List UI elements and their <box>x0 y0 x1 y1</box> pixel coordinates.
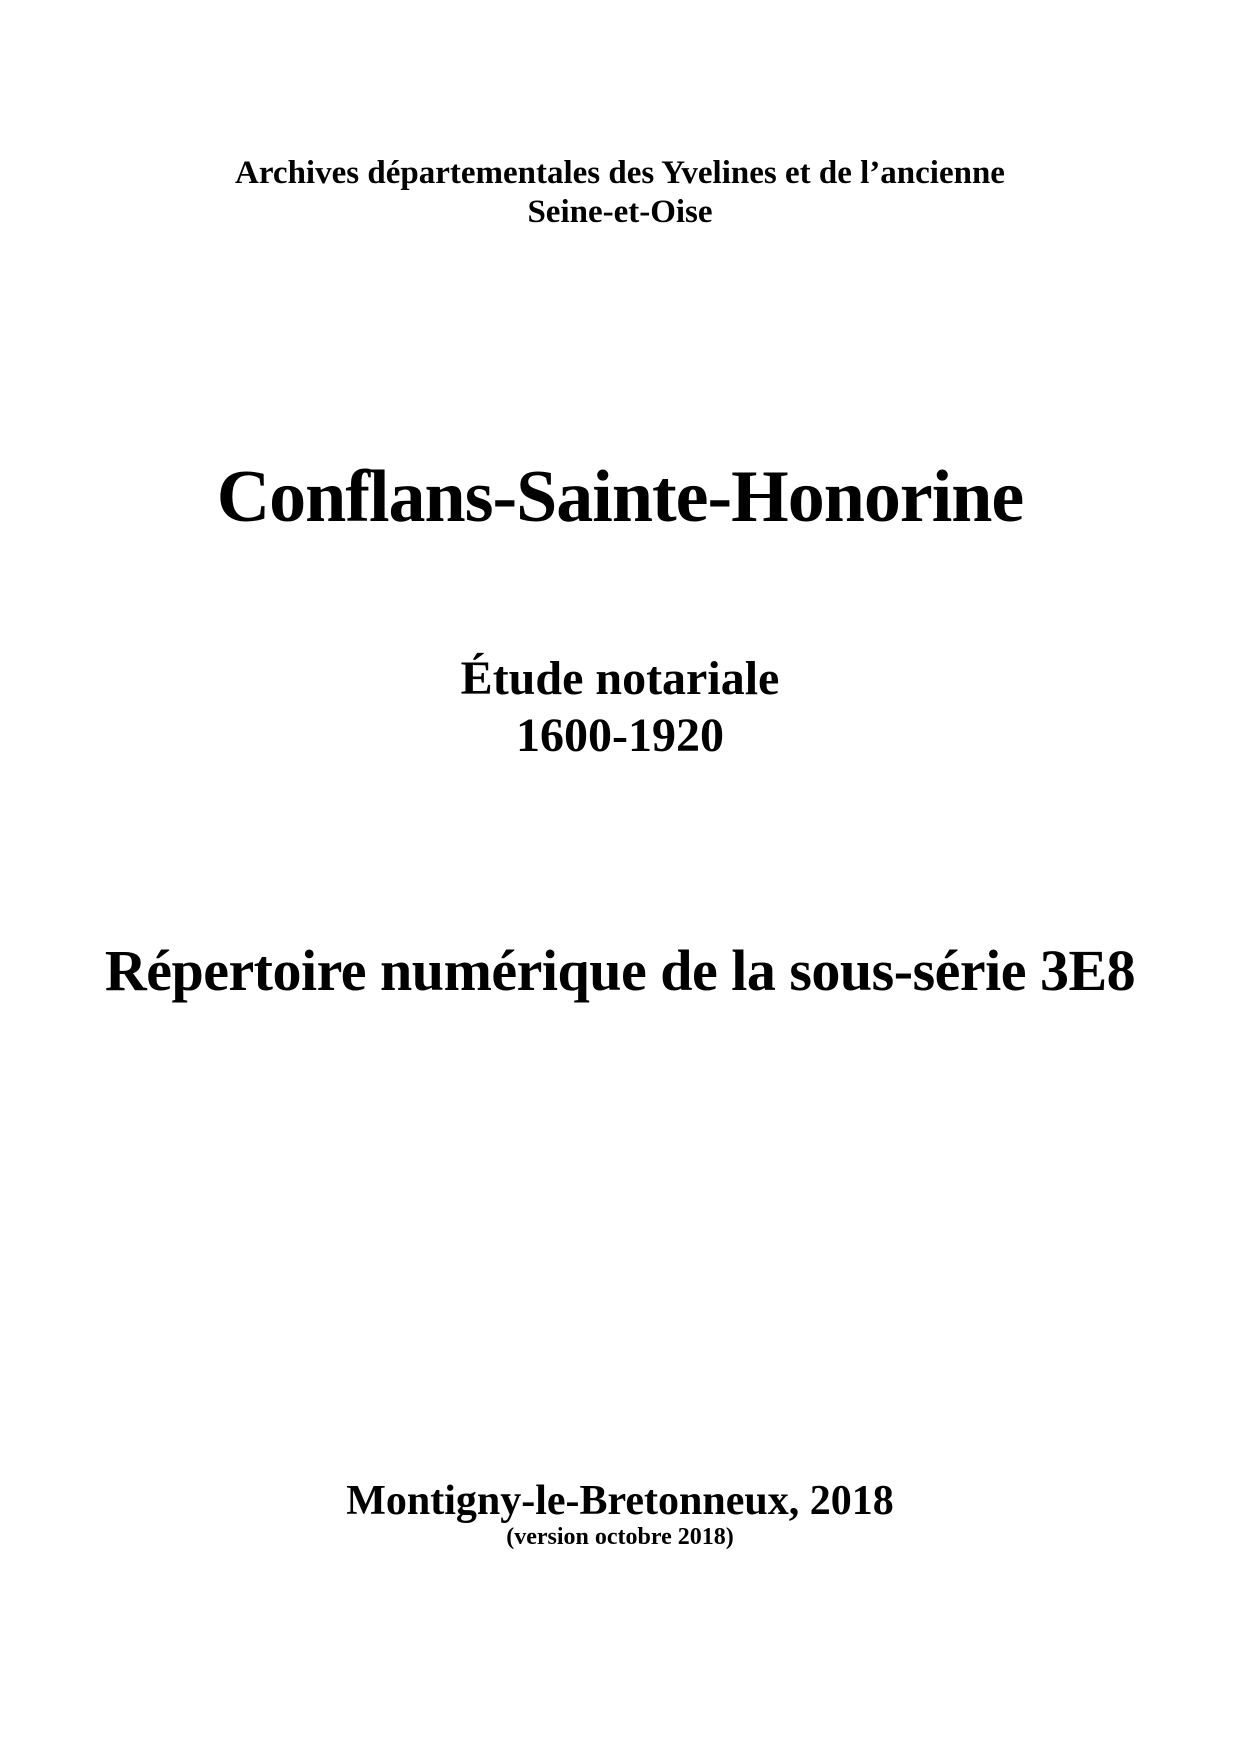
imprint-version-note: (version octobre 2018) <box>506 1524 734 1550</box>
subtitle-date-range: 1600-1920 <box>516 709 724 762</box>
institution-name-line1: Archives départementales des Yvelines et de l’ancienne <box>235 155 1005 191</box>
subtitle-type: Étude notariale <box>460 652 780 705</box>
document-title: Conflans-Sainte-Honorine <box>216 456 1024 538</box>
institution-name-line2: Seine-et-Oise <box>527 194 713 230</box>
imprint-place-year: Montigny-le-Bretonneux, 2018 <box>346 1478 894 1524</box>
series-title: Répertoire numérique de la sous-série 3E8 <box>104 938 1136 1003</box>
